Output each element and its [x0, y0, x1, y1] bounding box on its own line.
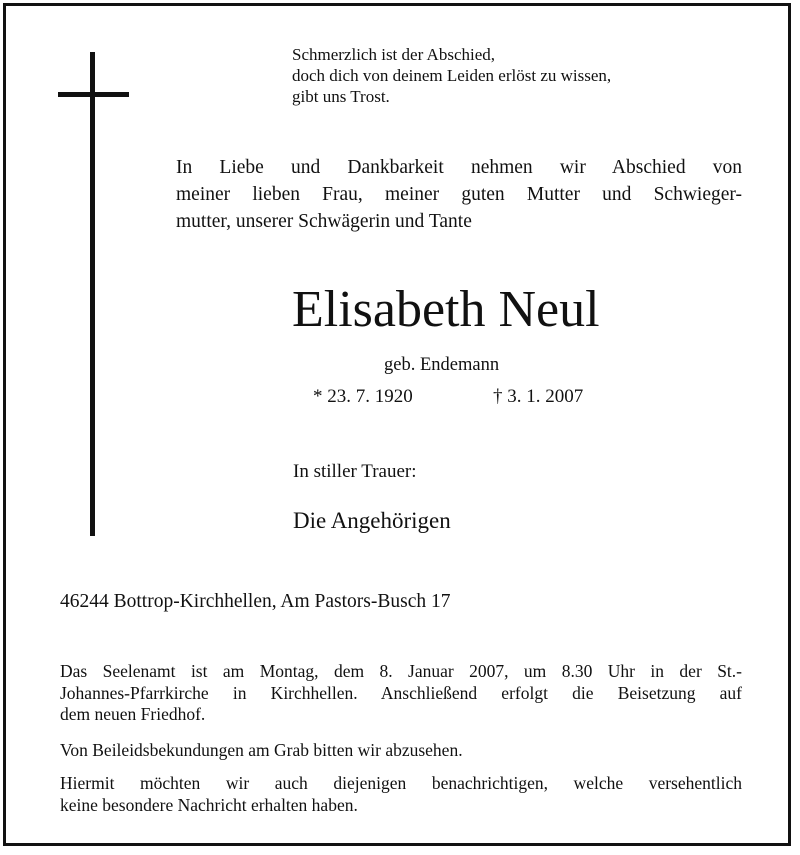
notice-line: dem neuen Friedhof.	[60, 704, 206, 724]
notice-line: Das Seelenamt ist am Montag, dem 8. Januar 2007, um 8.30 Uhr in der St.-	[60, 661, 742, 681]
address: 46244 Bottrop-Kirchhellen, Am Pastors-Busch 17	[60, 591, 451, 612]
birth-date: * 23. 7. 1920	[313, 386, 413, 407]
notice-line: keine besondere Nachricht erhalten haben.	[60, 794, 358, 815]
cross-icon-horizontal-bar	[58, 92, 129, 97]
motto-line: Schmerzlich ist der Abschied,	[292, 45, 496, 64]
motto-verse	[292, 44, 611, 107]
notice-line: Hiermit möchten wir auch diejenigen benachrichtigen, welche versehentlich	[60, 773, 742, 793]
motto-line: doch dich von deinem Leiden erlöst zu wissen,	[292, 66, 612, 85]
intro-text	[176, 154, 742, 235]
intro-line: In Liebe und Dankbarkeit nehmen wir Abschied von	[176, 157, 742, 178]
motto-line: gibt uns Trost.	[292, 87, 390, 106]
intro-line: meiner lieben Frau, meiner guten Mutter und Schwieger-	[176, 184, 742, 205]
funeral-notice	[60, 661, 742, 726]
condolence-notice	[60, 740, 742, 762]
intro-line: mutter, unserer Schwägerin und Tante	[176, 211, 472, 232]
maiden-name: geb. Endemann	[384, 355, 500, 375]
relatives-signature: Die Angehörigen	[293, 508, 451, 533]
deceased-name: Elisabeth Neul	[292, 281, 600, 338]
notification-notice	[60, 773, 742, 816]
mourning-label: In stiller Trauer:	[293, 461, 417, 482]
death-date: † 3. 1. 2007	[493, 386, 584, 407]
notice-line: Von Beileidsbekundungen am Grab bitten wir abzusehen.	[60, 740, 463, 760]
cross-icon-vertical-bar	[90, 52, 95, 536]
notice-line: Johannes-Pfarrkirche in Kirchhellen. Anschließend erfolgt die Beisetzung auf	[60, 682, 742, 703]
